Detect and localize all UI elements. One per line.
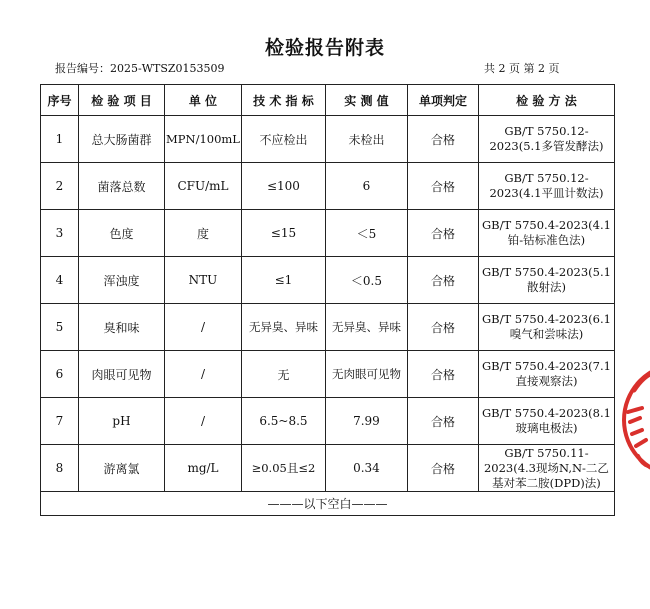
cell-no: 2	[41, 163, 79, 210]
table-row	[41, 257, 615, 304]
cell-value: 6	[325, 163, 407, 210]
cell-spec: 6.5~8.5	[241, 398, 325, 445]
col-header-item: 检 验 项 目	[79, 85, 165, 116]
cell-no: 7	[41, 398, 79, 445]
cell-unit: NTU	[165, 257, 242, 304]
cell-method: GB/T 5750.4-2023(8.1玻璃电极法)	[478, 398, 614, 445]
blank-below-note: ———以下空白———	[41, 492, 615, 516]
col-header-verdict: 单项判定	[407, 85, 478, 116]
cell-value: 0.34	[325, 445, 407, 492]
cell-method: GB/T 5750.4-2023(7.1直接观察法)	[478, 351, 614, 398]
cell-no: 4	[41, 257, 79, 304]
page-title: 检验报告附表	[264, 37, 385, 59]
cell-item: 臭和味	[79, 304, 165, 351]
company-seal-icon	[620, 360, 650, 480]
cell-spec: 无异臭、异味	[241, 304, 325, 351]
cell-method: GB/T 5750.11-2023(4.3现场N,N-二乙基对苯二胺(DPD)法)	[478, 445, 614, 492]
cell-method: GB/T 5750.4-2023(5.1散射法)	[478, 257, 614, 304]
col-header-spec: 技 术 指 标	[241, 85, 325, 116]
cell-method: GB/T 5750.12-2023(5.1多管发酵法)	[478, 116, 614, 163]
cell-unit: CFU/mL	[165, 163, 242, 210]
cell-verdict: 合格	[407, 445, 478, 492]
cell-verdict: 合格	[407, 351, 478, 398]
cell-method: GB/T 5750.12-2023(4.1平皿计数法)	[478, 163, 614, 210]
table-footer-row	[41, 492, 615, 516]
cell-spec: ≤1	[241, 257, 325, 304]
report-number: 报告编号：2025-WTSZ0153509	[55, 62, 225, 75]
col-header-no: 序号	[41, 85, 79, 116]
inspection-table	[40, 84, 615, 516]
cell-value: 无肉眼可见物	[325, 351, 407, 398]
cell-unit: /	[165, 398, 242, 445]
cell-value: ＜5	[325, 210, 407, 257]
table-row	[41, 163, 615, 210]
cell-verdict: 合格	[407, 210, 478, 257]
cell-spec: ≤100	[241, 163, 325, 210]
cell-value: ＜0.5	[325, 257, 407, 304]
cell-unit: /	[165, 351, 242, 398]
table-row	[41, 445, 615, 492]
cell-item: 游离氯	[79, 445, 165, 492]
cell-unit: 度	[165, 210, 242, 257]
cell-spec: ≥0.05且≤2	[241, 445, 325, 492]
cell-item: pH	[79, 398, 165, 445]
cell-unit: mg/L	[165, 445, 242, 492]
cell-unit: MPN/100mL	[165, 116, 242, 163]
cell-unit: /	[165, 304, 242, 351]
table-row	[41, 210, 615, 257]
cell-no: 5	[41, 304, 79, 351]
cell-method: GB/T 5750.4-2023(4.1铂-钴标准色法)	[478, 210, 614, 257]
cell-verdict: 合格	[407, 116, 478, 163]
cell-no: 6	[41, 351, 79, 398]
cell-spec: 无	[241, 351, 325, 398]
cell-no: 8	[41, 445, 79, 492]
cell-item: 菌落总数	[79, 163, 165, 210]
cell-method: GB/T 5750.4-2023(6.1嗅气和尝味法)	[478, 304, 614, 351]
cell-value: 未检出	[325, 116, 407, 163]
table-header-row	[41, 85, 615, 116]
table-row	[41, 116, 615, 163]
cell-spec: ≤15	[241, 210, 325, 257]
page-info: 共 2 页 第 2 页	[484, 62, 560, 75]
table-row	[41, 398, 615, 445]
col-header-value: 实 测 值	[325, 85, 407, 116]
cell-verdict: 合格	[407, 257, 478, 304]
cell-item: 总大肠菌群	[79, 116, 165, 163]
cell-item: 色度	[79, 210, 165, 257]
cell-item: 肉眼可见物	[79, 351, 165, 398]
cell-value: 无异臭、异味	[325, 304, 407, 351]
cell-value: 7.99	[325, 398, 407, 445]
cell-spec: 不应检出	[241, 116, 325, 163]
table-row	[41, 304, 615, 351]
table-row	[41, 351, 615, 398]
cell-verdict: 合格	[407, 163, 478, 210]
col-header-method: 检 验 方 法	[478, 85, 614, 116]
cell-no: 1	[41, 116, 79, 163]
cell-verdict: 合格	[407, 398, 478, 445]
cell-verdict: 合格	[407, 304, 478, 351]
col-header-unit: 单 位	[165, 85, 242, 116]
cell-no: 3	[41, 210, 79, 257]
cell-item: 浑浊度	[79, 257, 165, 304]
